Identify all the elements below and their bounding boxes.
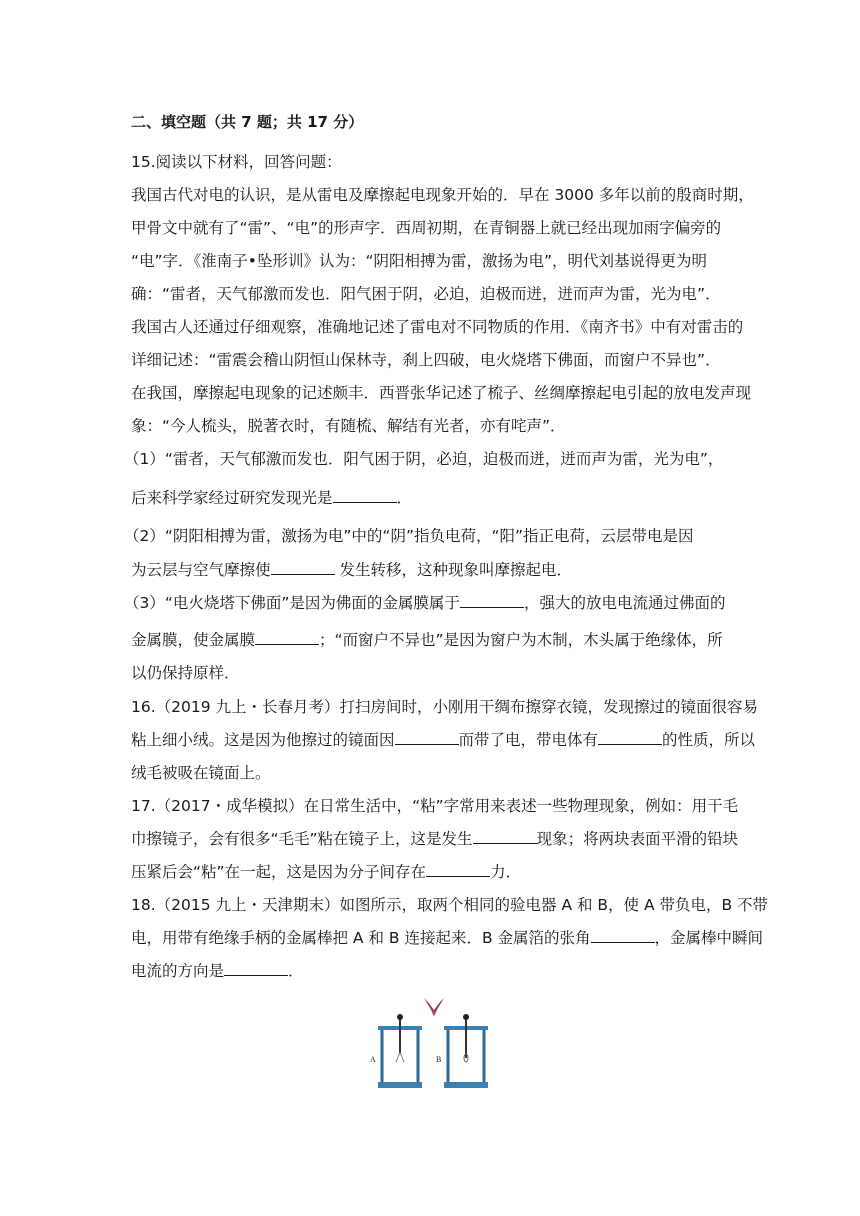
q15-para3-line1: 在我国，摩擦起电现象的记述颇丰．西晋张华记述了梳子、丝绸摩擦起电引起的放电发声现 <box>131 384 752 402</box>
q17-line1: 17.（2017・成华模拟）在日常生活中，“粘”字常用来表述一些物理现象，例如：用干毛 <box>131 797 739 815</box>
electroscope-figure <box>368 992 500 1100</box>
q15-sub1-end: ． <box>396 489 413 507</box>
q15-sub2-end: 发生转移，这种现象叫摩擦起电． <box>334 561 572 579</box>
q15-sub3-line2 <box>131 630 723 650</box>
q15-sub3-text: （3）“电火烧塔下佛面”是因为佛面的金属膜属于 <box>124 594 460 612</box>
q17-text3: 压紧后会“粘”在一起，这是因为分子间存在 <box>131 863 427 881</box>
q17-line2 <box>131 829 738 849</box>
q16-text2: 而带了电，带电体有 <box>458 731 599 749</box>
q15-sub2-line1: （2）“阴阳相搏为雷，激扬为电”中的“阴”指负电荷，“阳”指正电荷，云层带电是因 <box>124 527 694 545</box>
q16-text3: 的性质，所以 <box>662 731 756 749</box>
answer-blank <box>255 630 319 645</box>
q15-para1-line3: “电”字．《淮南子•坠形训》认为：“阴阳相搏为雷，激扬为电”，明代刘基说得更为明 <box>131 252 708 270</box>
q15-sub3-end2: ；“而窗户不异也”是因为窗户为木制，木头属于绝缘体，所 <box>319 631 723 649</box>
q17-text1: 巾擦镜子，会有很多“毛毛”粘在镜子上，这是发生 <box>131 830 473 848</box>
q16-line3: 绒毛被吸在镜面上。 <box>131 764 271 782</box>
section-heading: 二、填空题（共 7 题；共 17 分） <box>131 113 364 131</box>
q15-para1-line4: 确：“雷者，天气郁激而发也．阳气困于阴，必迫，迫极而迸，迸而声为雷，光为电”． <box>131 285 721 303</box>
q15-sub2-line2 <box>131 560 572 580</box>
q18-text1: 电，用带有绝缘手柄的金属棒把 A 和 B 连接起来．B 金属箔的张角 <box>131 929 591 947</box>
label-b: B <box>436 1055 442 1064</box>
q15-sub2-text: 为云层与空气摩擦使 <box>131 561 271 579</box>
q15-para2-line1: 我国古人还通过仔细观察，准确地记述了雷电对不同物质的作用．《南齐书》中有对雷击的 <box>131 318 744 336</box>
q15-para2-line2: 详细记述：“雷震会稽山阴恒山保林寺，刹上四破，电火烧塔下佛面，而窗户不异也”． <box>131 351 721 369</box>
answer-blank <box>598 730 662 745</box>
q15-para3-line2: 象：“今人梳头，脱著衣时，有随梳、解结有光者，亦有咤声”． <box>131 417 566 435</box>
q18-text4: ． <box>288 962 304 980</box>
q15-sub1-line2 <box>131 488 412 508</box>
q16-line1: 16.（2019 九上・长春月考）打扫房间时，小刚用干绸布擦穿衣镜，发现擦过的镜面很容易 <box>131 698 759 716</box>
q17-text4: 力． <box>490 863 522 881</box>
answer-blank <box>224 961 288 976</box>
electroscope-b <box>444 1014 488 1088</box>
q17-line3 <box>131 862 521 882</box>
answer-blank <box>591 928 655 943</box>
q18-line2 <box>131 928 763 948</box>
answer-blank <box>271 560 335 575</box>
q17-text2: 现象；将两块表面平滑的铅块 <box>536 830 739 848</box>
q15-para1-line2: 甲骨文中就有了“雷”、“电”的形声字．西周初期，在青铜器上就已经出现加雨字偏旁的 <box>131 219 722 237</box>
q15-sub3-line3: 以仍保持原样． <box>131 664 240 682</box>
q18-line3 <box>131 961 304 981</box>
q15-sub3-text2: 金属膜，使金属膜 <box>131 631 256 649</box>
electroscope-a <box>378 1014 422 1088</box>
q18-text2: ，金属棒中瞬间 <box>654 929 764 947</box>
q15-sub3-line1 <box>124 593 725 613</box>
answer-blank <box>426 862 490 877</box>
answer-blank <box>473 829 537 844</box>
q18-line1: 18.（2015 九上・天津期末）如图所示，取两个相同的验电器 A 和 B，使 A 带负电，B 不带 <box>131 896 769 914</box>
answer-blank <box>460 593 524 608</box>
q15-sub3-end: ，强大的放电电流通过佛面的 <box>523 594 726 612</box>
answer-blank <box>395 730 459 745</box>
label-a: A <box>370 1055 376 1064</box>
q15-sub1-line1: （1）“雷者，天气郁激而发也．阳气困于阴，必迫，迫极而迸，迸而声为雷，光为电”， <box>124 450 724 468</box>
q15-para1-line1: 我国古代对电的认识，是从雷电及摩擦起电现象开始的．早在 3000 多年以前的殷商时期， <box>131 186 754 204</box>
q15-intro: 15.阅读以下材料，回答问题： <box>131 153 342 171</box>
insulated-handle-icon <box>424 998 444 1016</box>
q15-sub1-text: 后来科学家经过研究发现光是 <box>131 489 333 507</box>
q18-text3: 电流的方向是 <box>131 962 225 980</box>
q16-line2 <box>131 730 755 750</box>
answer-blank <box>333 488 397 503</box>
q16-text1: 粘上细小绒。这是因为他擦过的镜面因 <box>131 731 395 749</box>
